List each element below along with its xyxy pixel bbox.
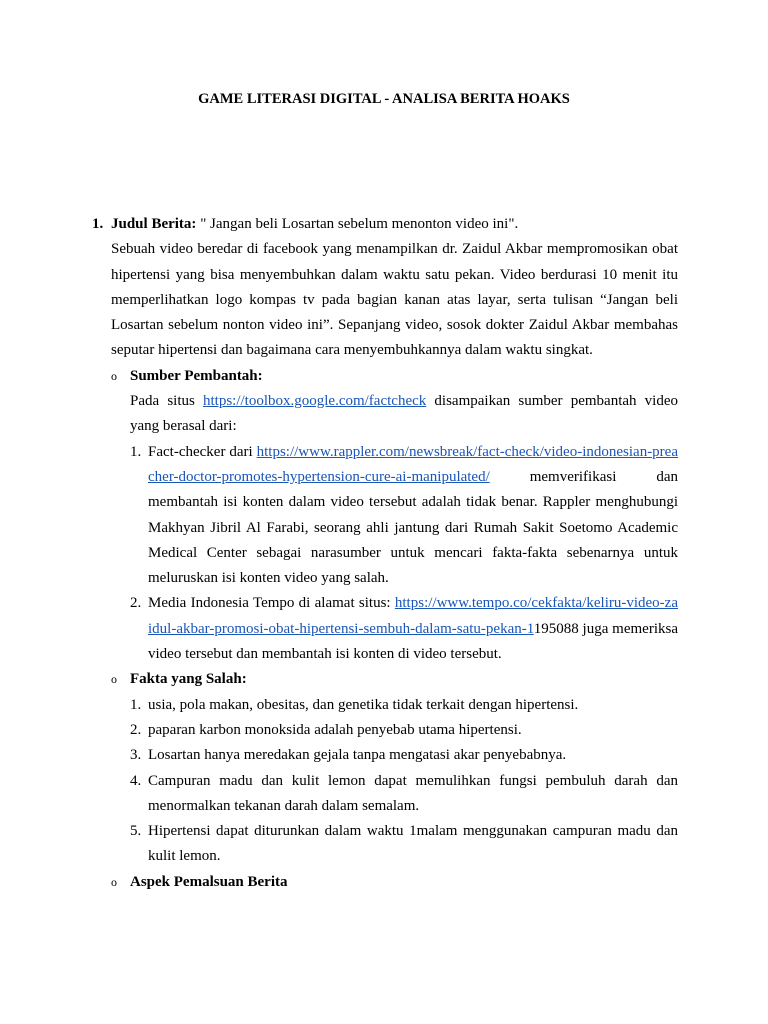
list-number: 2.	[130, 595, 142, 612]
list-item	[130, 440, 678, 592]
item-number: 1.	[92, 216, 104, 232]
bullet-marker: o	[111, 368, 117, 383]
intro-text: Pada situs	[130, 393, 203, 410]
list-item	[130, 819, 678, 870]
news-heading-text: " Jangan beli Losartan sebelum menonton video ini".	[196, 216, 519, 232]
section-heading: Aspek Pemalsuan Berita	[130, 873, 288, 890]
list-text: Fact-checker dari	[148, 443, 257, 460]
section-aspek-pemalsuan	[111, 870, 678, 895]
list-item	[130, 718, 678, 743]
list-text: Losartan hanya meredakan gejala tanpa mengatasi akar penyebabnya.	[148, 747, 567, 764]
section-sumber-pembantah	[111, 364, 678, 668]
section-heading: Fakta yang Salah:	[130, 671, 247, 688]
news-heading-label: Judul Berita:	[111, 216, 197, 232]
news-item-1	[92, 212, 678, 895]
list-item	[130, 769, 678, 820]
list-text: 195088 juga memeriksa video tersebut dan membantah isi konten di video tersebut.	[148, 620, 678, 663]
list-text: Campuran madu dan kulit lemon dapat memulihkan fungsi pembuluh darah dan menormalkan tekanan darah dalam semalam.	[148, 772, 678, 814]
bullet-marker: o	[111, 874, 117, 889]
bullet-marker: o	[111, 672, 117, 687]
list-number: 1.	[130, 443, 142, 460]
list-number: 2.	[130, 721, 142, 738]
factcheck-link[interactable]: https://toolbox.google.com/factcheck	[202, 393, 427, 410]
list-number: 4.	[130, 772, 142, 789]
tempo-link[interactable]: https://www.tempo.co/cekfakta/keliru-video-zaidul-akbar-promosi-obat-hipertensi-sembuh-dalam-satu-pekan-1	[148, 595, 678, 637]
news-heading	[111, 212, 678, 237]
list-item	[130, 591, 678, 667]
list-number: 3.	[130, 747, 142, 764]
list-number: 1.	[130, 696, 142, 713]
document-title: GAME LITERASI DIGITAL - ANALISA BERITA HOAKS	[198, 91, 570, 107]
list-text: Hipertensi dapat diturunkan dalam waktu 1malam menggunakan campuran madu dan kulit lemon.	[148, 823, 678, 865]
intro-text: disampaikan sumber pembantah video yang berasal dari:	[130, 393, 678, 435]
section-heading: Sumber Pembantah:	[130, 367, 263, 384]
list-text: Media Indonesia Tempo di alamat situs:	[148, 595, 395, 612]
news-description: Sebuah video beredar di facebook yang menampilkan dr. Zaidul Akbar mempromosikan obat hipertensi yang bisa menyembuhkan dalam waktu satu pekan. Video berdurasi 10 menit itu memperlihatkan logo kompas tv pada bagian kanan atas layar, serta tulisan “Jangan beli Losartan sebelum nonton video ini”. Sepanjang video, sosok dokter Zaidul Akbar membahas seputar hipertensi dan bagaimana cara menyembuhkannya dalam waktu singkat.	[111, 241, 678, 359]
section-fakta-salah	[111, 667, 678, 869]
list-text: paparan karbon monoksida adalah penyebab utama hipertensi.	[148, 721, 522, 738]
sumber-list	[130, 440, 678, 668]
rappler-link[interactable]: https://www.rappler.com/newsbreak/fact-check/video-indonesian-preacher-doctor-promotes-hypertension-cure-ai-manipulated/	[148, 443, 678, 485]
list-text: memverifikasi dan membantah isi konten dalam video tersebut adalah tidak benar. Rappler menghubungi Makhyan Jibril Al Farabi, seorang ahli jantung dari Rumah Sakit Soetomo Academic Medical Center sebagai narasumber untuk mencari fakta-fakta sebenarnya untuk meluruskan isi konten video yang salah.	[148, 468, 678, 587]
list-number: 5.	[130, 823, 142, 840]
list-text: usia, pola makan, obesitas, dan genetika tidak terkait dengan hipertensi.	[148, 696, 579, 713]
list-item	[130, 693, 678, 718]
sumber-intro	[130, 389, 678, 440]
document-body	[92, 212, 678, 895]
fakta-list	[130, 693, 678, 870]
list-item	[130, 743, 678, 768]
